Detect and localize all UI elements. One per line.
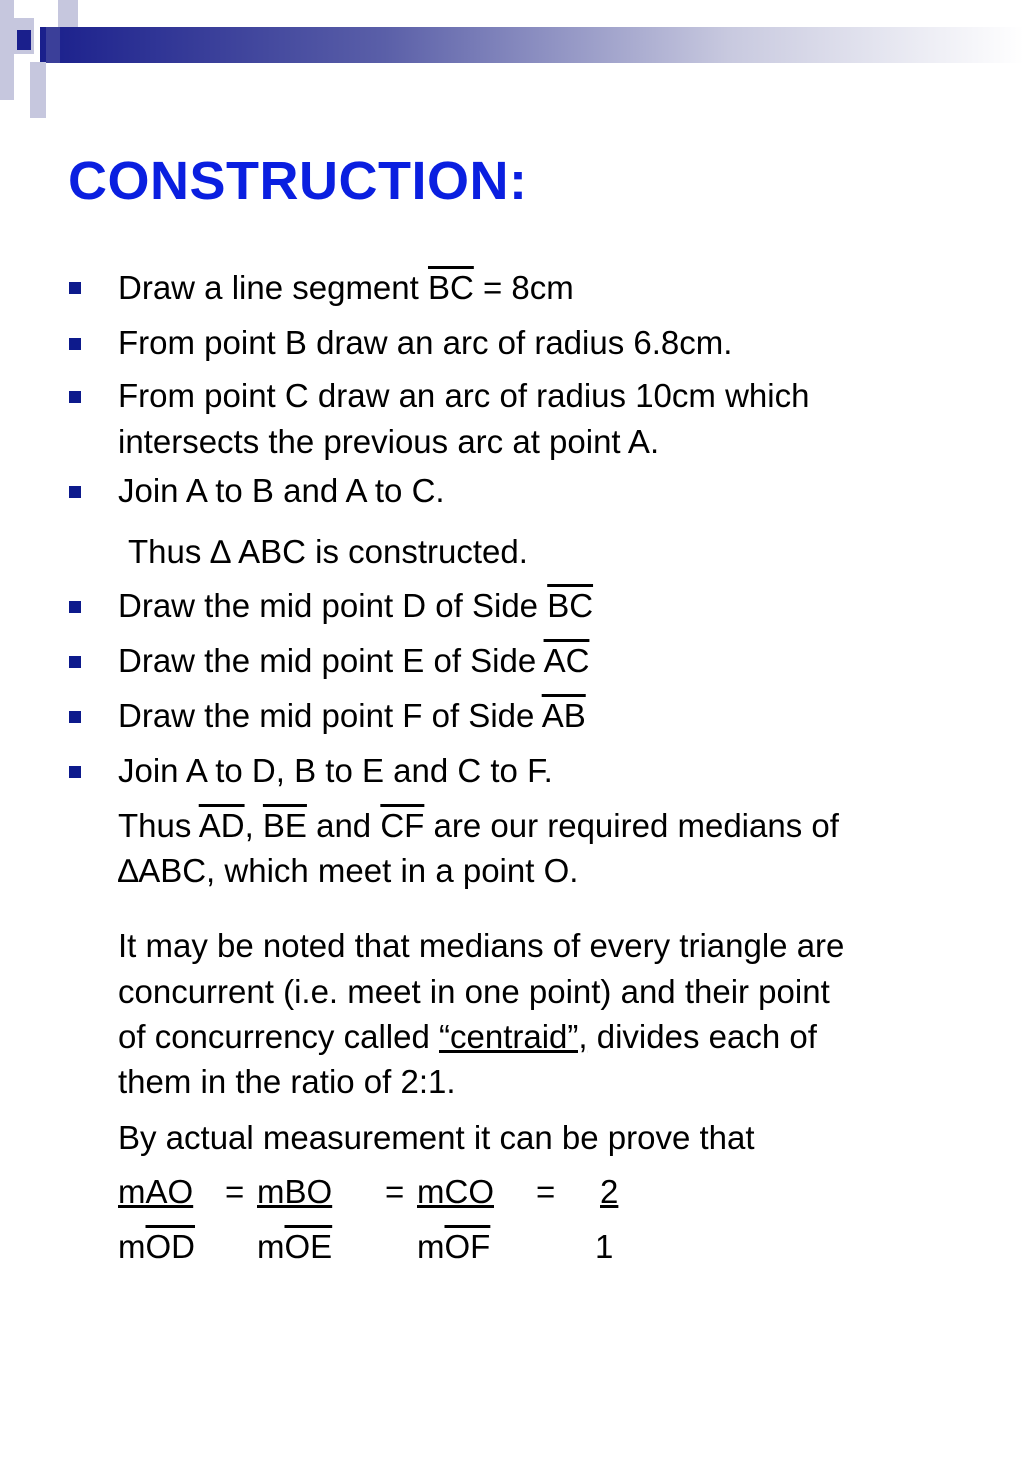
measure-prefix: m [417,1173,445,1210]
measure-prefix: m [417,1228,445,1265]
bullet-icon [69,766,81,778]
step-text: Draw the mid point F of Side [118,697,542,734]
ratio-od-denominator [118,1224,195,1270]
measure-prefix: m [118,1173,146,1210]
bullet-icon [69,711,81,723]
step-text: Draw the mid point E of Side [118,642,544,679]
decor-square-light-3 [58,0,78,27]
ratio-bo-numerator [257,1169,332,1215]
step-draw-bc [118,265,574,311]
ratio-result-numerator [590,1169,618,1215]
step-arc-c-line1: From point C draw an arc of radius 10cm which [118,377,810,414]
note-text: divides each of [587,1018,817,1055]
measure-prefix: m [257,1173,285,1210]
measure-prefix: m [118,1228,146,1265]
equals-sign: = [385,1173,405,1210]
note-text: of concurrency called [118,1018,439,1055]
segment-oe: $\overline{OE}$ [284,1228,333,1265]
segment-bc: $\overline{BC}$ [427,269,474,306]
triangle-symbol: ∆ [210,533,231,570]
segment-cf: $\overline{CF}$ [380,807,425,844]
step-text: Draw the mid point D of Side [118,587,548,624]
step-arc-b: From point B draw an arc of radius 6.8cm. [118,324,733,361]
thus-text: ABC, which meet in a point O. [138,852,579,889]
step-midpoint-e [118,638,589,684]
bullet-icon [69,656,81,668]
thus-text: Thus [118,807,199,844]
thus-medians-line2 [118,848,578,894]
thus-text: are our required medians of [424,807,839,844]
ratio-ao-numerator [118,1169,193,1215]
decor-square-light-4 [30,62,46,118]
result-denominator: 1 [595,1228,614,1265]
step-midpoint-f [118,693,586,739]
segment-od: $\overline{OD}$ [145,1228,195,1265]
equals-sign: = [225,1173,245,1210]
ratio-of-denominator [417,1224,490,1270]
thus-constructed [128,529,528,575]
note-line2: concurrent (i.e. meet in one point) and their point [118,973,830,1010]
segment-ac: $\overline{AC}$ [543,642,590,679]
result-numerator: 2 [600,1173,619,1210]
segment-ad: $\overline{AD}$ [198,807,245,844]
step-arc-c-line2: intersects the previous arc at point A. [118,423,660,460]
bullet-icon [69,282,81,294]
bullet-icon [69,391,81,403]
step-text: Draw a line segment [118,269,428,306]
triangle-symbol: ∆ [118,852,139,889]
segment-ab: $\overline{AB}$ [541,697,586,734]
ratio-oe-denominator [257,1224,332,1270]
header-banner [40,27,1024,63]
step-midpoint-d [118,583,593,629]
separator: , [244,807,263,844]
note-line3 [118,1014,817,1060]
ratio-co-numerator [417,1169,494,1215]
separator: and [306,807,381,844]
thus-text: Thus [128,533,211,570]
measurement-text: By actual measurement it can be prove that [118,1119,755,1156]
thus-medians-line1 [118,803,839,849]
bullet-icon [69,338,81,350]
step-join-ab-ac: Join A to B and A to C. [118,472,445,509]
thus-text: ABC is constructed. [230,533,528,570]
decor-square-dark [17,30,31,50]
note-line4: them in the ratio of 2:1. [118,1063,456,1100]
centroid-term: “centraid”, [439,1018,588,1055]
segment-co: CO [444,1173,494,1210]
decor-square-mid [46,27,60,63]
measure-prefix: m [257,1228,285,1265]
bullet-icon [69,601,81,613]
step-join-medians: Join A to D, B to E and C to F. [118,752,553,789]
segment-bc: $\overline{BC}$ [547,587,594,624]
equals-sign: = [536,1173,556,1210]
segment-bo: BO [284,1173,333,1210]
page-title: CONSTRUCTION: [68,151,528,211]
bullet-icon [69,486,81,498]
segment-of: $\overline{OF}$ [444,1228,491,1265]
decor-square-light-1 [0,0,14,100]
step-text: = 8cm [473,269,574,306]
note-line1: It may be noted that medians of every triangle are [118,927,845,964]
segment-be: $\overline{BE}$ [262,807,307,844]
segment-ao: AO [145,1173,194,1210]
